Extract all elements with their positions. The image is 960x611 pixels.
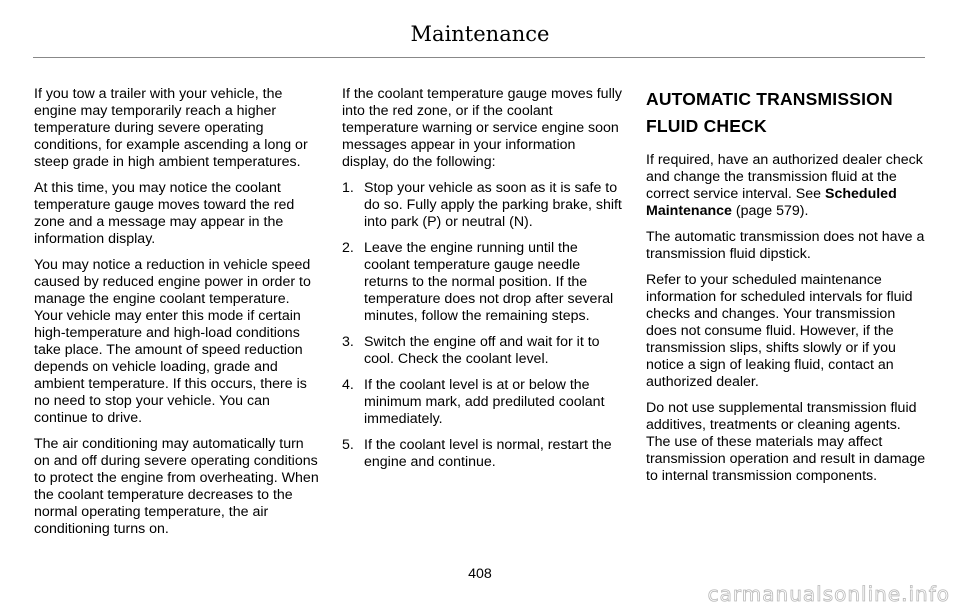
step-number: 3. [342,334,354,350]
paragraph-trailer-towing: If you tow a trailer with your vehicle, the engine may temporarily reach a higher temperature during severe operating conditions, for example ascending a long or steep grade in high ambient temperatures. [34,86,308,170]
list-item [342,437,622,471]
page-number: 408 [468,566,492,582]
list-item [342,240,622,325]
paragraph-red-zone-intro: If the coolant temperature gauge moves fully into the red zone, or if the coolant temperature warning or service engine soon messages appear in your information display, do the following: [342,86,622,170]
watermark: carmanualsonline.info [707,582,950,606]
step-number: 4. [342,377,354,393]
column-right [646,86,928,494]
paragraph-fluid-service [646,152,928,220]
scheduled-maintenance-link[interactable]: Scheduled Maintenance [646,186,897,219]
step-text: Leave the engine running until the coolant temperature gauge needle returns to the normal position. If the temperature does not drop after several minutes, follow the remaining steps. [364,240,614,324]
step-number: 2. [342,240,354,256]
service-text: If required, have an authorized dealer check and change the transmission fluid at the correct service interval. See [646,152,923,202]
section-heading-line-1: AUTOMATIC TRANSMISSION [646,89,893,109]
paragraph-no-dipstick: The automatic transmission does not have a transmission fluid dipstick. [646,229,925,262]
column-middle [342,86,622,480]
list-item [342,334,622,368]
column-left [34,86,319,547]
step-number: 1. [342,180,354,196]
header-divider [33,57,925,58]
paragraph-coolant-gauge: At this time, you may notice the coolant temperature gauge moves toward the red zone and a message may appear in the information display. [34,180,295,247]
paragraph-no-additives: Do not use supplemental transmission fluid additives, treatments or cleaning agents. The use of these materials may affect transmission operation and result in damage to internal transmission components. [646,400,926,484]
page-reference: (page 579). [731,203,809,219]
step-text: If the coolant level is at or below the minimum mark, add prediluted coolant immediately. [364,377,605,427]
step-text: Stop your vehicle as soon as it is safe to do so. Fully apply the parking brake, shift into park (P) or neutral (N). [364,180,622,230]
section-heading-line-2: FLUID CHECK [646,116,767,136]
paragraph-speed-reduction: You may notice a reduction in vehicle speed caused by reduced engine power in order to manage the engine coolant temperature. Your vehicle may enter this mode if certain high-temperature and high-load conditions take place. The amount of speed reduction depends on vehicle loading, grade and ambient temperature. If this occurs, there is no need to stop your vehicle. You can continue to drive. [34,257,311,426]
section-heading [646,86,928,140]
step-number: 5. [342,437,354,453]
step-text: If the coolant level is normal, restart the engine and continue. [364,437,612,470]
procedure-steps-list [342,180,622,471]
paragraph-scheduled-intervals: Refer to your scheduled maintenance information for scheduled intervals for fluid checks and changes. Your transmission does not consume fluid. However, if the transmission slips, shifts slowly or if you notice a sign of leaking fluid, contact an authorized dealer. [646,272,913,390]
list-item [342,377,622,428]
paragraph-air-conditioning: The air conditioning may automatically turn on and off during severe operating conditions to protect the engine from overheating. When the coolant temperature decreases to the normal operating temperature, the air conditioning turns on. [34,436,319,537]
list-item [342,180,622,231]
step-text: Switch the engine off and wait for it to cool. Check the coolant level. [364,334,600,367]
page-header-title: Maintenance [410,22,550,46]
